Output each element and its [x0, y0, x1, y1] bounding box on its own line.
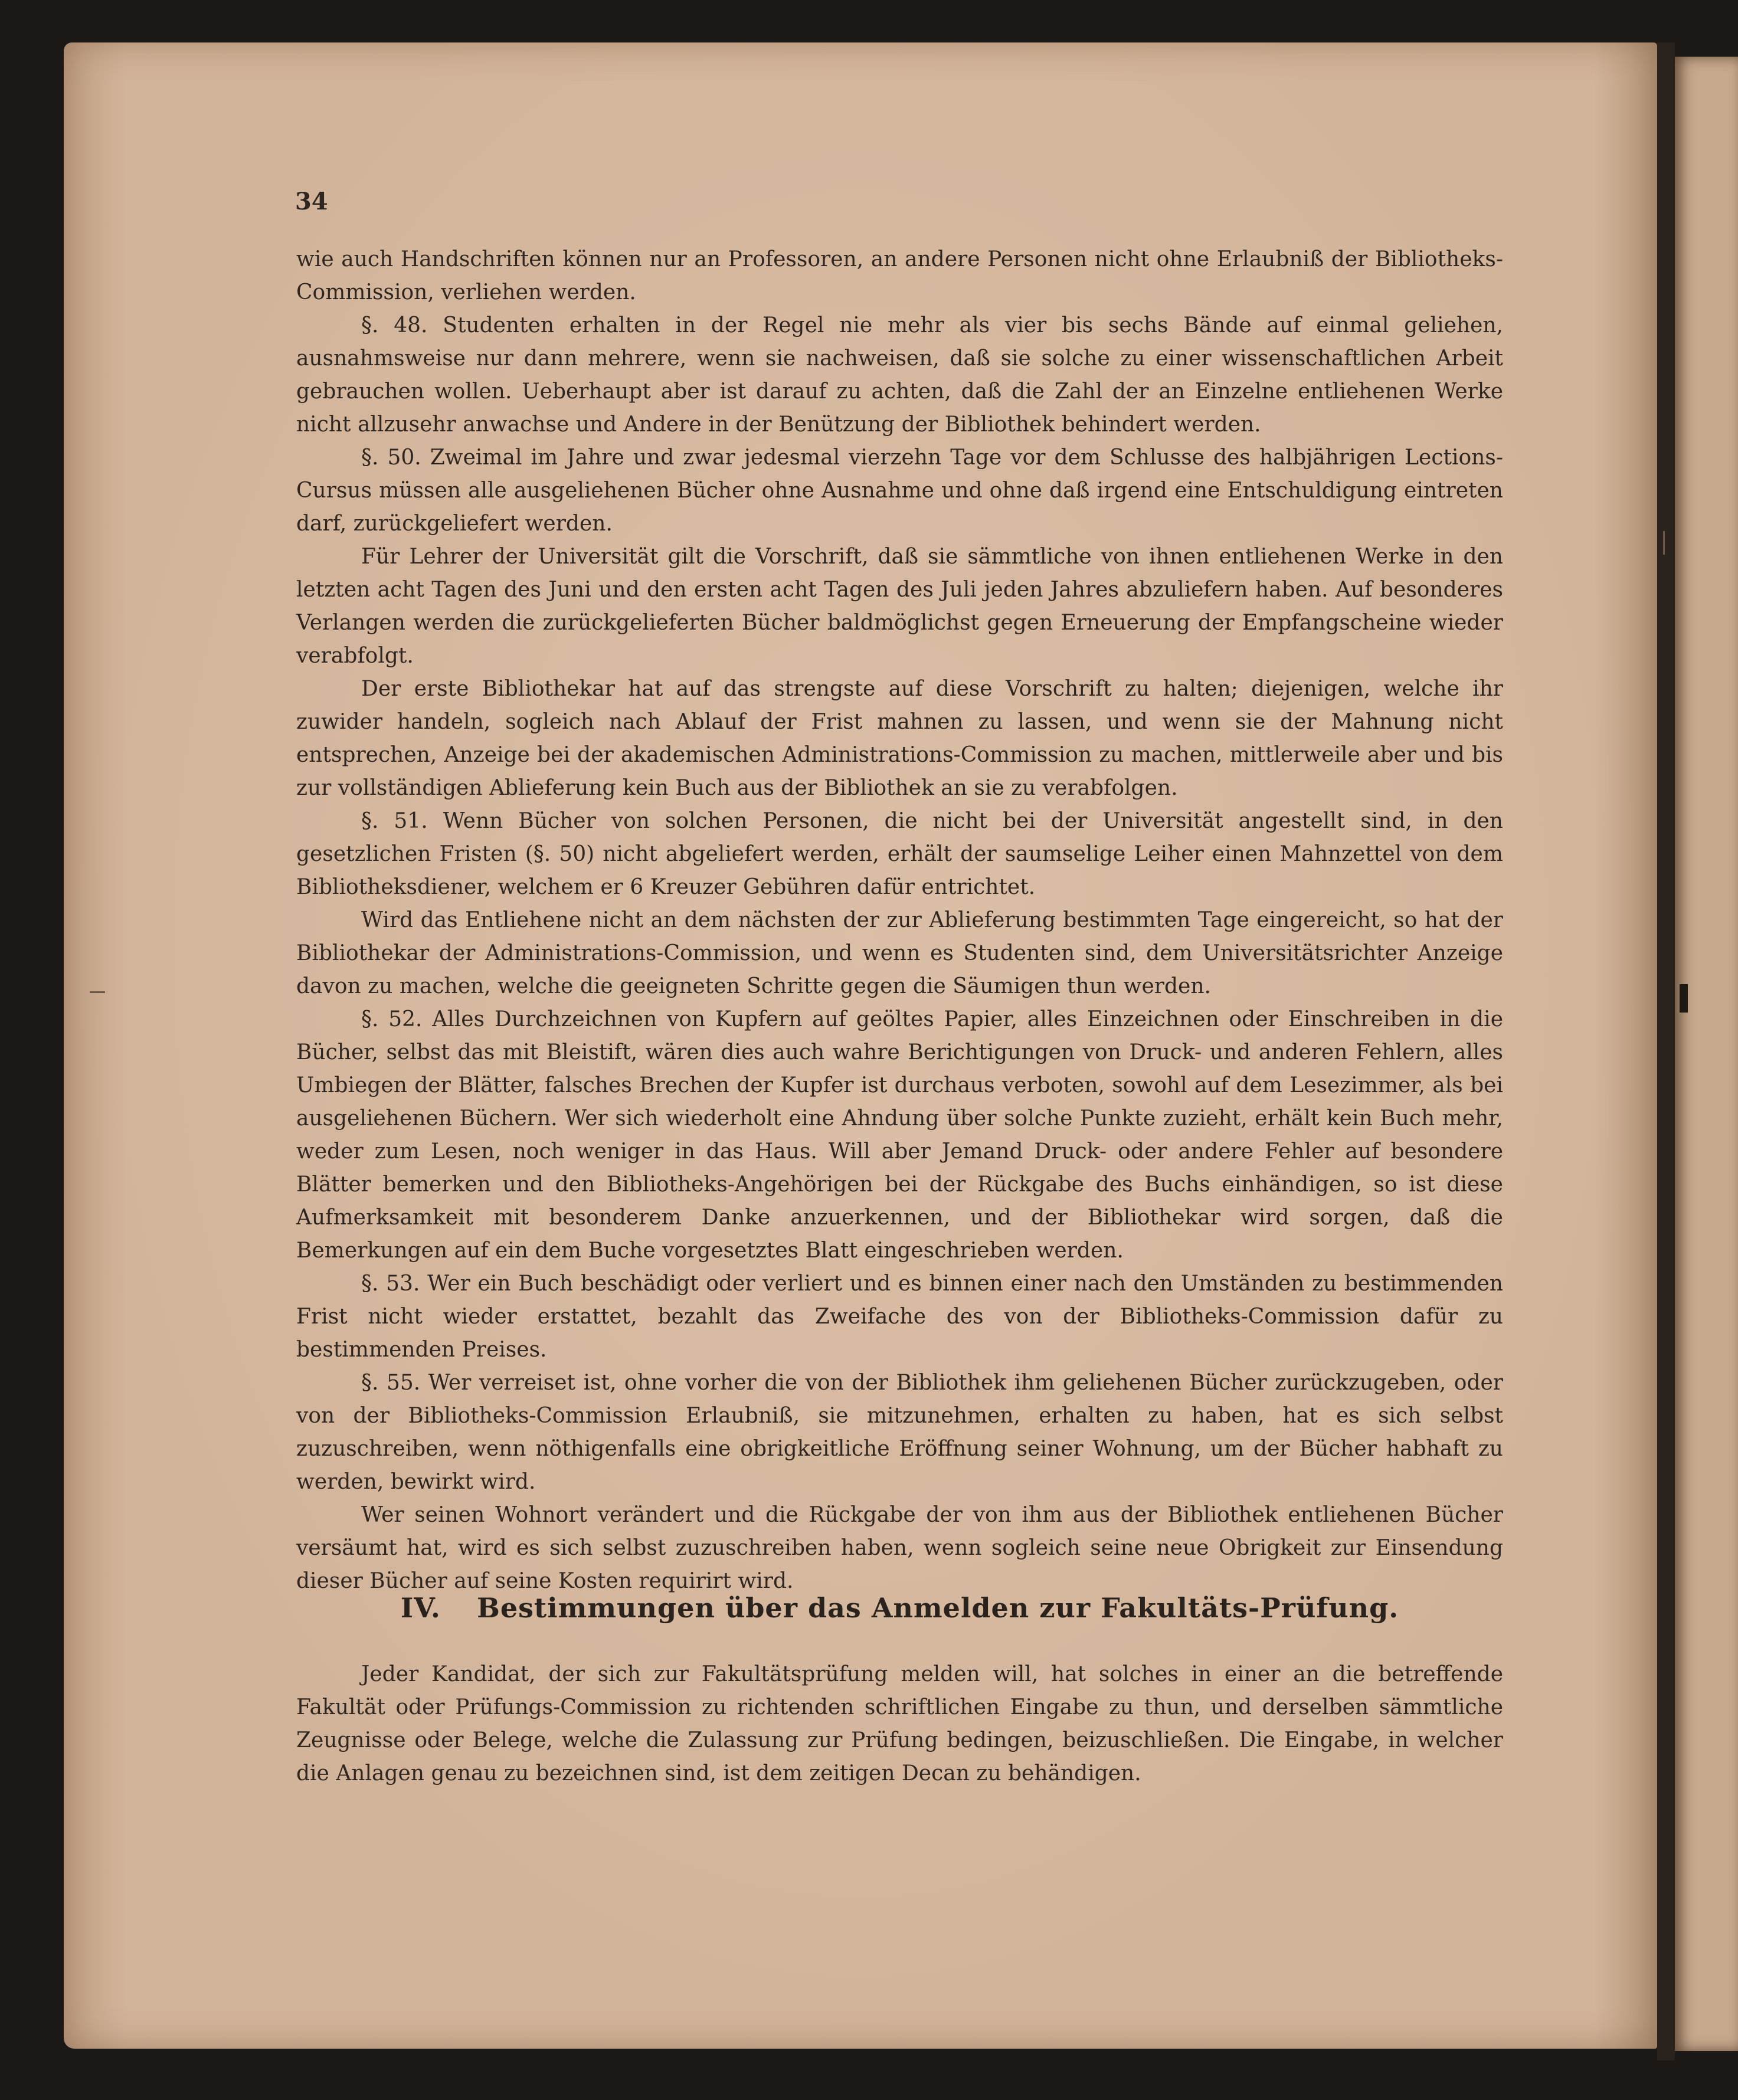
section-title: Bestimmungen über das Anmelden zur Fakultäts-Prüfung. [476, 1592, 1399, 1624]
margin-mark-right [1663, 531, 1665, 555]
paragraph-section-51: §. 51. Wenn Bücher von solchen Personen, die nicht bei der Universität angestellt sind, in den gesetzlichen Fristen (§. 50) nicht abgeliefert werden, erhält der saumselige Leiher einen Mahnzettel von dem Bibliotheksdiener, welchem er 6 Kreuzer Gebühren dafür entrichtet. [296, 809, 1503, 899]
body-text [296, 243, 1503, 1598]
page-number: 34 [295, 188, 328, 215]
next-page-edge [1675, 57, 1738, 2051]
paragraph: Wird das Entliehene nicht an dem nächsten der zur Ablieferung bestimmten Tage eingereicht, so hat der Bibliothekar der Administrations-Commission, und wenn es Studenten sind, dem Universitätsrichter Anzeige davon zu machen, welche die geeigneten Schritte gegen die Säumigen thun werden. [296, 908, 1503, 998]
paragraph-section-53: §. 53. Wer ein Buch beschädigt oder verliert und es binnen einer nach den Umständen zu bestimmenden Frist nicht wieder erstattet, bezahlt das Zweifache des von der Bibliotheks-Commission dafür zu bestimmenden Preises. [296, 1272, 1503, 1362]
book-spine-gap [1657, 42, 1675, 2060]
paragraph: Der erste Bibliothekar hat auf das strengste auf diese Vorschrift zu halten; diejenigen, welche ihr zuwider handeln, sogleich nach Ablauf der Frist mahnen zu lassen, und wenn sie der Mahnung nicht entsprechen, Anzeige bei der akademischen Administrations-Commission zu machen, mittlerweile aber und bis zur vollständigen Ablieferung kein Buch aus der Bibliothek an sie zu verabfolgen. [296, 677, 1503, 800]
paragraph: Für Lehrer der Universität gilt die Vorschrift, daß sie sämmtliche von ihnen entliehenen Werke in den letzten acht Tagen des Juni und den ersten acht Tagen des Juli jeden Jahres abzuliefern haben. Auf besonderes Verlangen werden die zurückgelieferten Bücher baldmöglichst gegen Erneuerung der Empfangscheine wieder verabfolgt. [296, 545, 1503, 668]
paragraph-section-50: §. 50. Zweimal im Jahre und zwar jedesmal vierzehn Tage vor dem Schlusse des halbjährigen Lections-Cursus müssen alle ausgeliehenen Bücher ohne Ausnahme und ohne daß irgend eine Entschuldigung eintreten darf, zurückgeliefert werden. [296, 445, 1503, 536]
section-heading [296, 1592, 1503, 1624]
section-body-text [296, 1658, 1503, 1790]
paragraph: Wer seinen Wohnort verändert und die Rückgabe der von ihm aus der Bibliothek entliehenen Bücher versäumt hat, wird es sich selbst zuzuschreiben haben, wenn sogleich seine neue Obrigkeit zur Einsendung dieser Bücher auf seine Kosten requirirt wird. [296, 1503, 1503, 1593]
margin-mark-left [90, 991, 105, 993]
paragraph: Jeder Kandidat, der sich zur Fakultätsprüfung melden will, hat solches in einer an die betreffende Fakultät oder Prüfungs-Commission zu richtenden schriftlichen Eingabe zu thun, und derselben sämmtliche Zeugnisse oder Belege, welche die Zulassung zur Prüfung bedingen, beizuschließen. Die Eingabe, in welcher die Anlagen genau zu bezeichnen sind, ist dem zeitigen Decan zu behändigen. [296, 1662, 1503, 1786]
paragraph: wie auch Handschriften können nur an Professoren, an andere Personen nicht ohne Erlaubniß der Bibliotheks-Commission, verliehen werden. [296, 247, 1503, 304]
margin-mark-right-2 [1680, 984, 1688, 1013]
paragraph-section-52: §. 52. Alles Durchzeichnen von Kupfern auf geöltes Papier, alles Einzeichnen oder Einschreiben in die Bücher, selbst das mit Bleistift, wären dies auch wahre Berichtigungen von Druck- und anderen Fehlern, alles Umbiegen der Blätter, falsches Brechen der Kupfer ist durchaus verboten, sowohl auf dem Lesezimmer, als bei ausgeliehenen Büchern. Wer sich wiederholt eine Ahndung über solche Punkte zuzieht, erhält kein Buch mehr, weder zum Lesen, noch weniger in das Haus. Will aber Jemand Druck- oder andere Fehler auf besondere Blätter bemerken und den Bibliotheks-Angehörigen bei der Rückgabe des Buchs einhändigen, so ist diese Aufmerksamkeit mit besonderem Danke anzuerkennen, und der Bibliothekar wird sorgen, daß die Bemerkungen auf ein dem Buche vorgesetztes Blatt eingeschrieben werden. [296, 1007, 1503, 1263]
paragraph-section-48: §. 48. Studenten erhalten in der Regel nie mehr als vier bis sechs Bände auf einmal geliehen, ausnahmsweise nur dann mehrere, wenn sie nachweisen, daß sie solche zu einer wissenschaftlichen Arbeit gebrauchen wollen. Ueberhaupt aber ist darauf zu achten, daß die Zahl der an Einzelne entliehenen Werke nicht allzusehr anwachse und Andere in der Benützung der Bibliothek behindert werden. [296, 313, 1503, 437]
paragraph-section-55: §. 55. Wer verreiset ist, ohne vorher die von der Bibliothek ihm geliehenen Bücher zurückzugeben, oder von der Bibliotheks-Commission Erlaubniß, sie mitzunehmen, erhalten zu haben, hat es sich selbst zuzuschreiben, wenn nöthigenfalls eine obrigkeitliche Eröffnung seiner Wohnung, um der Bücher habhaft zu werden, bewirkt wird. [296, 1371, 1503, 1494]
section-numeral: IV. [400, 1592, 441, 1624]
